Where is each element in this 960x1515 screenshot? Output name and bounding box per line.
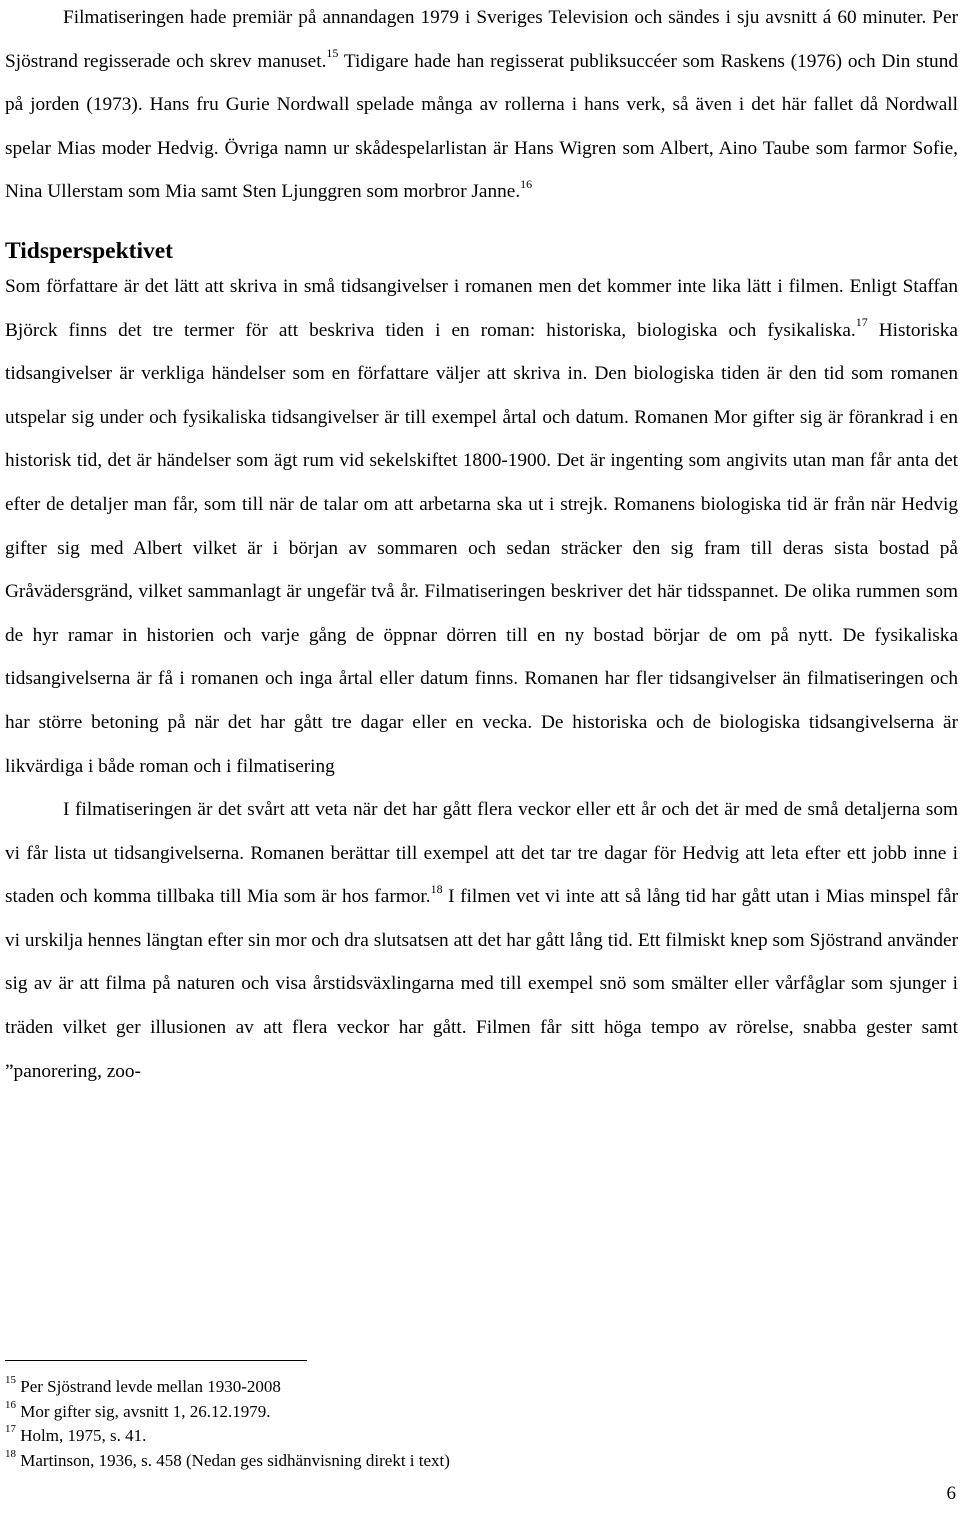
- footnote: [5, 1424, 450, 1449]
- body-paragraph: [5, 265, 958, 788]
- paragraph-text: Tidigare hade han regisserat publiksuccéer som Raskens (1976) och Din stund på jorden (1973). Hans fru Gurie Nordwall spelade många av rollerna i hans verk, så även i det här fallet då Nordwall spelar Mias moder Hedvig. Övriga namn ur skådespelarlistan är Hans Wigren som Albert, Aino Taube som farmor Sofie, Nina Ullerstam som Mia samt Sten Ljunggren som morbror Janne.: [5, 50, 958, 203]
- footnote-reference: 17: [855, 315, 868, 330]
- footnote: [5, 1375, 450, 1400]
- footnote-reference: 16: [520, 176, 533, 191]
- section-heading: Tidsperspektivet: [5, 237, 173, 264]
- footnote: [5, 1400, 450, 1425]
- footnote-number: 16: [5, 1398, 16, 1411]
- body-paragraph: [5, 788, 958, 1093]
- paragraph-text: Filmatiseringen hade premiär på annandagen 1979 i Sveriges Television och sändes i sju avsnitt á 60 minuter. Per Sjöstrand regisserade och skrev manuset.: [5, 7, 958, 72]
- footnote-number: 18: [5, 1447, 16, 1460]
- footnotes: [5, 1375, 450, 1473]
- body-paragraph: [5, 0, 958, 214]
- footnote-reference: 18: [430, 881, 443, 896]
- document-page: [5, 0, 958, 1504]
- footnote-number: 17: [5, 1423, 16, 1436]
- footnote-text: Martinson, 1936, s. 458 (Nedan ges sidhänvisning direkt i text): [20, 1450, 450, 1470]
- paragraph-text: Som författare är det lätt att skriva in små tidsangivelser i romanen men det kommer inte lika lätt i filmen. Enligt Staffan Björck finns det tre termer för att beskriva tiden i en roman: historiska, biologiska och fysikaliska.: [5, 275, 958, 341]
- footnote-reference: 15: [326, 46, 339, 61]
- paragraph-text: I filmen vet vi inte att så lång tid har gått utan i Mias minspel får vi urskilja hennes längtan efter sin mor och dra slutsatsen att det har gått lång tid. Ett filmiskt knep som Sjöstrand använder sig av är att filma på naturen och visa årstidsväxlingarna med till exempel snö som smälter eller vårfåglar som sjunger i träden vilket ger illusionen av att flera veckor har gått. Filmen får sitt höga tempo av rörelse, snabba gester samt ”panorering, zoo-: [5, 886, 958, 1082]
- page-number: 6: [946, 1483, 956, 1504]
- footnote-text: Per Sjöstrand levde mellan 1930-2008: [20, 1377, 281, 1396]
- footnote-text: Holm, 1975, s. 41.: [20, 1426, 147, 1445]
- footnote-number: 15: [5, 1374, 16, 1387]
- paragraph-text: I filmatiseringen är det svårt att veta när det har gått flera veckor eller ett år och det är med de små detaljerna som vi får lista ut tidsangivelserna. Romanen berättar till exempel att det tar tre dagar för Hedvig att leta efter ett jobb inne i staden och komma tillbaka till Mia som är hos farmor.: [5, 799, 958, 908]
- footnote-text: Mor gifter sig, avsnitt 1, 26.12.1979.: [20, 1401, 271, 1421]
- footnote: [5, 1449, 450, 1474]
- footnote-separator: [5, 1360, 307, 1361]
- paragraph-text: Historiska tidsangivelser är verkliga händelser som en författare väljer att skriva in. Den biologiska tiden är den tid som romanen utspelar sig under och fysikaliska tidsangivelser är till exempel årtal och datum. Romanen Mor gifter sig är förankrad i en historisk tid, det är händelser som ägt rum vid sekelskiftet 1800-1900. Det är ingenting som angivits utan man får anta det efter de detaljer man får, som till när de talar om att arbetarna ska ut i strejk. Romanens biologiska tid är från när Hedvig gifter sig med Albert vilket är i början av sommaren och sedan sträcker den sig fram till deras sista bostad på Gråvädersgränd, vilket sammanlagt är ungefär två år. Filmatiseringen beskriver det här tidsspannet. De olika rummen som de hyr ramar in historien och varje gång de öppnar dörren till en ny bostad börjar de om på nytt. De fysikaliska tidsangivelserna är få i romanen och inga årtal eller datum finns. Romanen har fler tidsangivelser än filmatiseringen och har större betoning på när det har gått tre dagar eller en vecka. De historiska och de biologiska tidsangivelserna är likvärdiga i både roman och i filmatisering: [5, 319, 958, 777]
